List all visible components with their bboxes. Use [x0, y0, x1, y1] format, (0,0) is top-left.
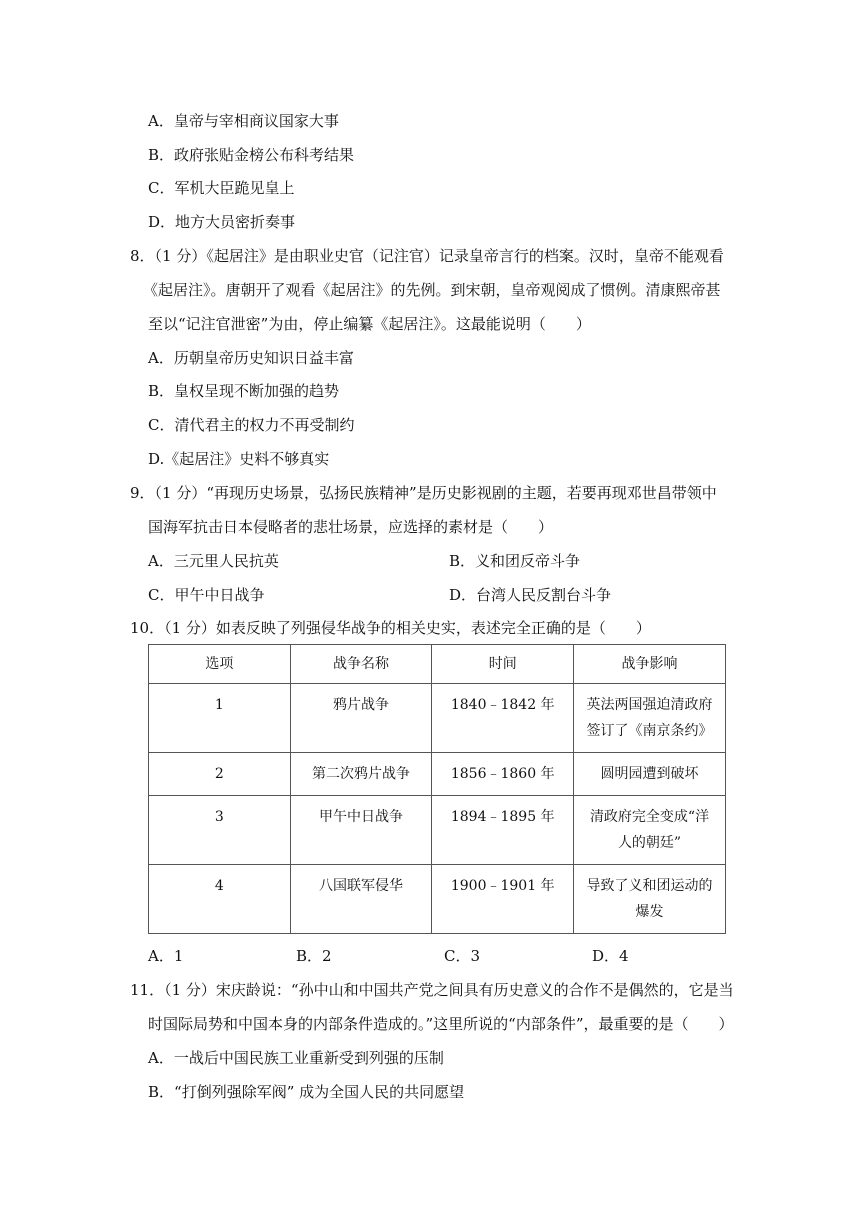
- q8-stem-line1: 8．（1 分）《起居注》是由职业史官（记注官）记录皇帝言行的档案。汉时，皇帝不能观看: [130, 247, 724, 265]
- table-cell-no: 1: [149, 684, 291, 753]
- table-header-cell: 时间: [432, 645, 574, 684]
- q10-option-a: A．1: [148, 947, 184, 965]
- q11-stem-line1: 11．（1 分）宋庆龄说：“孙中山和中国共产党之间具有历史意义的合作不是偶然的，它是当: [130, 981, 734, 999]
- q9-option-b: B．义和团反帝斗争: [449, 552, 581, 570]
- q8-option-c: C．清代君主的权力不再受制约: [148, 416, 355, 434]
- table-cell-war: 八国联军侵华: [290, 865, 432, 934]
- table-cell-time: 1894﹣1895 年: [432, 796, 574, 865]
- q8-option-a: A．历朝皇帝历史知识日益丰富: [148, 349, 354, 367]
- table-header-cell: 选项: [149, 645, 291, 684]
- table-cell-impact: [574, 865, 726, 934]
- table-cell-no: 3: [149, 796, 291, 865]
- impact-line: 清政府完全变成“洋: [589, 809, 710, 825]
- q8-option-d: D.《起居注》史料不够真实: [148, 450, 330, 468]
- table-row: [149, 753, 726, 796]
- q7-option-a: A．皇帝与宰相商议国家大事: [148, 112, 339, 130]
- table-cell-no: 4: [149, 865, 291, 934]
- table-cell-war: 甲午中日战争: [290, 796, 432, 865]
- impact-line: 英法两国强迫清政府: [586, 697, 713, 713]
- q10-table: [148, 644, 726, 934]
- q10-option-c: C．3: [444, 947, 481, 965]
- q9-option-d: D．台湾人民反割台斗争: [449, 586, 612, 604]
- table-cell-war: 第二次鸦片战争: [290, 753, 432, 796]
- q7-option-c: C．军机大臣跪见皇上: [148, 179, 295, 197]
- q8-stem-line2: 《起居注》。唐朝开了观看《起居注》的先例。到宋朝，皇帝观阅成了惯例。清康熙帝甚: [143, 281, 721, 299]
- q7-option-b: B．政府张贴金榜公布科考结果: [148, 146, 355, 164]
- q9-option-a: A．三元里人民抗英: [148, 552, 279, 570]
- q8-option-b: B．皇权呈现不断加强的趋势: [148, 382, 340, 400]
- table-cell-time: 1856﹣1860 年: [432, 753, 574, 796]
- q9-stem-line1: 9．（1 分）“再现历史场景，弘扬民族精神”是历史影视剧的主题，若要再现邓世昌带领中: [130, 484, 717, 502]
- impact-line: 人的朝廷”: [617, 835, 682, 851]
- table-cell-impact: [574, 796, 726, 865]
- impact-line: 签订了《南京条约》: [586, 723, 713, 739]
- impact-line: 爆发: [635, 904, 664, 920]
- table-header-cell: 战争影响: [574, 645, 726, 684]
- table-row: [149, 684, 726, 753]
- q9-stem-line2: 国海军抗击日本侵略者的悲壮场景，应选择的素材是（ ）: [148, 518, 554, 536]
- q11-option-b: B．“打倒列强除军阀” 成为全国人民的共同愿望: [148, 1083, 465, 1101]
- table-cell-time: 1840﹣1842 年: [432, 684, 574, 753]
- q8-stem-line3: 至以“记注官泄密”为由，停止编纂《起居注》。这最能说明（ ）: [148, 315, 591, 333]
- table-cell-impact: [574, 684, 726, 753]
- table-cell-time: 1900﹣1901 年: [432, 865, 574, 934]
- q11-option-a: A．一战后中国民族工业重新受到列强的压制: [148, 1049, 444, 1067]
- q10-stem: 10．（1 分）如表反映了列强侵华战争的相关史实，表述完全正确的是（ ）: [130, 619, 651, 637]
- table-cell-impact: [574, 753, 726, 796]
- table-cell-no: 2: [149, 753, 291, 796]
- table-cell-war: 鸦片战争: [290, 684, 432, 753]
- q10-option-d: D．4: [592, 947, 629, 965]
- table-header-row: [149, 645, 726, 684]
- q9-option-c: C．甲午中日战争: [148, 586, 265, 604]
- q11-stem-line2: 时国际局势和中国本身的内部条件造成的。”这里所说的“内部条件”，最重要的是（ ）: [148, 1015, 734, 1033]
- table-header-cell: 战争名称: [290, 645, 432, 684]
- impact-line: 圆明园遭到破坏: [600, 766, 699, 782]
- q10-option-b: B．2: [296, 947, 332, 965]
- table-row: [149, 796, 726, 865]
- table-row: [149, 865, 726, 934]
- impact-line: 导致了义和团运动的: [586, 878, 713, 894]
- q7-option-d: D．地方大员密折奏事: [148, 213, 296, 231]
